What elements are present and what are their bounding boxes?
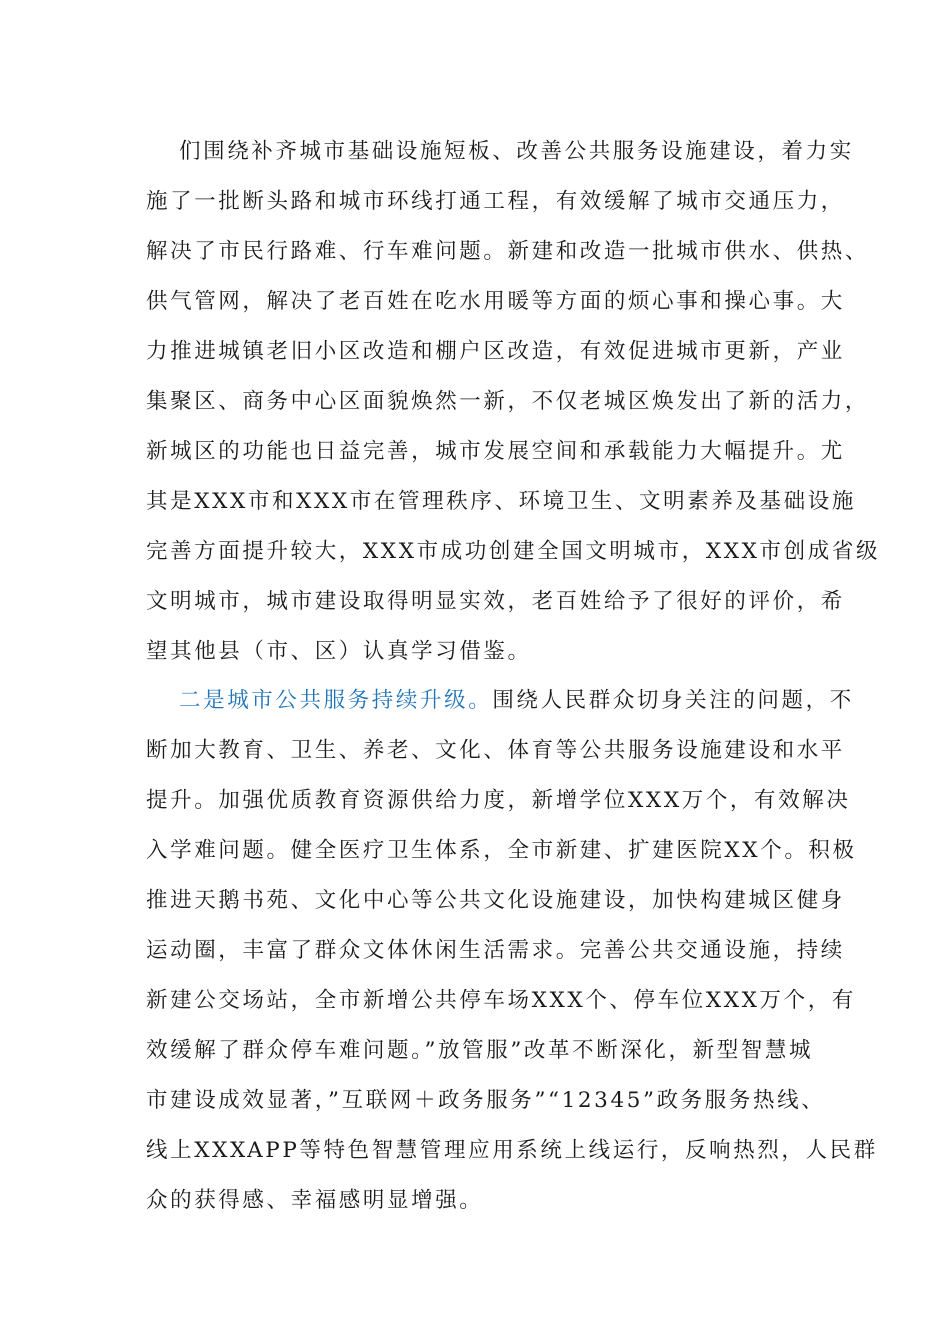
paragraph-urban-infrastructure [146, 127, 881, 677]
text-line: 供气管网，解决了老百姓在吃水用暖等方面的烦心事和操心事。大 [146, 289, 845, 314]
text-line: 市建设成效显著，”互联网＋政务服务”“12345”政务服务热线、 [146, 1088, 826, 1113]
heading-line-rest: 围绕人民群众切身关注的问题，不 [492, 688, 854, 713]
text-line: 效缓解了群众停车难问题。”放管服”改革不断深化，新型智慧城 [146, 1038, 814, 1063]
text-line: 望其他县（市、区）认真学习借鉴。 [146, 639, 532, 664]
section-heading: 二是城市公共服务持续升级。 [179, 688, 493, 713]
text-line: 施了一批断头路和城市环线打通工程，有效缓解了城市交通压力， [146, 189, 845, 214]
text-line: 新建公交场站，全市新增公共停车场XXX个、停车位XXX万个，有 [146, 988, 856, 1013]
text-line: 其是XXX市和XXX市在管理秩序、环境卫生、文明素养及基础设施 [146, 489, 856, 514]
text-line: 众的获得感、幸福感明显增强。 [146, 1188, 484, 1213]
text-line: 集聚区、商务中心区面貌焕然一新，不仅老城区焕发出了新的活力， [146, 389, 870, 414]
text-line: 线上XXXAPP等特色智慧管理应用系统上线运行，反响热烈，人民群 [146, 1138, 878, 1163]
text-line-first [146, 676, 854, 726]
text-line: 入学难问题。健全医疗卫生体系，全市新建、扩建医院XX个。积极 [146, 838, 857, 863]
text-line: 运动圈，丰富了群众文体休闲生活需求。完善公共交通设施，持续 [146, 938, 845, 963]
text-line: 力推进城镇老旧小区改造和棚户区改造，有效促进城市更新，产业 [146, 339, 845, 364]
text-line: 提升。加强优质教育资源供给力度，新增学位XXX万个，有效解决 [146, 788, 851, 813]
text-line: 们围绕补齐城市基础设施短板、改善公共服务设施建设，着力实 [179, 139, 854, 164]
text-line: 完善方面提升较大，XXX市成功创建全国文明城市，XXX市创成省级 [146, 539, 881, 564]
text-line: 文明城市，城市建设取得明显实效，老百姓给予了很好的评价，希 [146, 589, 845, 614]
text-line: 断加大教育、卫生、养老、文化、体育等公共服务设施建设和水平 [146, 738, 845, 763]
paragraph-public-services [146, 676, 878, 1226]
text-line: 解决了市民行路难、行车难问题。新建和改造一批城市供水、供热、 [146, 239, 870, 264]
text-line: 推进天鹅书苑、文化中心等公共文化设施建设，加快构建城区健身 [146, 888, 845, 913]
text-line: 新城区的功能也日益完善，城市发展空间和承载能力大幅提升。尤 [146, 439, 845, 464]
